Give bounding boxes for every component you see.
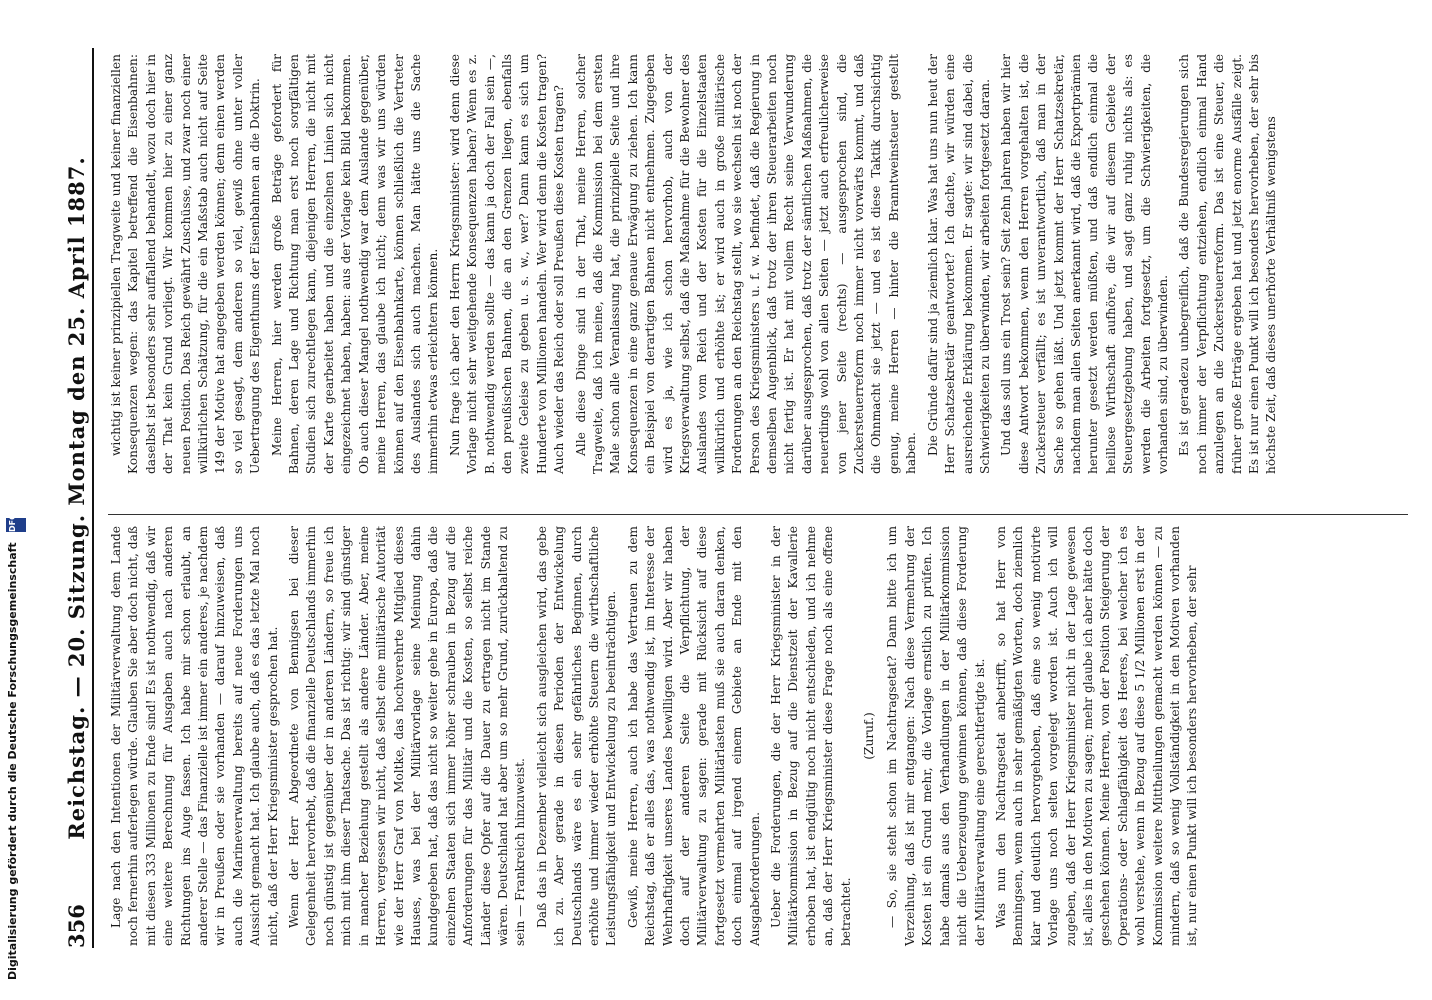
paragraph: Was nun den Nachtragsetat anbetrifft, so hat Herr von Benningsen, wenn auch in sehr gemäßigten Worten, doch ziemlich klar und deutlich hervorgehoben, daß eine so wenig motivirte Vorlage uns noch selten vorgelegt worden ist. Auch ich will zugeben, daß der Herr Kriegsminister nicht in der Lage gewesen ist, alles in den Motiven zu sagen; mehr glaube ich aber hätte doch geschehen können. Meine Herren, von der Position Steigerung der Operations- oder Schlagfähigkeit des Heeres, bei welcher ich es wohl verstehe, wenn in Bezug auf diese 5 1/2 Millionen erst in der Kommission weitere Mittheilungen gemacht werden können — zu mindern, daß so wenig Vollständigkeit in den Motiven vorhanden ist, nur einen Punkt will ich besonders hervorheben, der sehr	[993, 526, 1200, 946]
dfg-logo-icon: DFG	[6, 518, 26, 532]
paragraph: Meine Herren, hier werden große Beträge gefordert für Bahnen, deren Lage und Richtung man erst noch sorgfältigen Studien sich zurechtlegen kann, diejenigen Herren, die nicht mit der Karte gearbeitet haben und die einzelnen Linien sich nicht eingezeichnet haben, haben: aus der Vorlage kein Bild bekommen. Ob auch dieser Mangel nothwendig war dem Auslande gegenüber, meine Herren, das glaube ich nicht; denn was wir uns würden können auf den Eisenbahnkarte, können schließlich die Vertreter des Auslandes sich auch machen. Man hätte uns die Sache immerhin etwas erleichtern können.	[269, 54, 441, 474]
left-column	[108, 526, 1418, 946]
paragraph: Gewiß, meine Herren, auch ich habe das Vertrauen zu dem Reichstag, daß er alles das, was nothwendig ist, im Interesse der Wehrhaftigkeit unseres Landes bewilligen wird. Aber wir haben doch auf der anderen Seite die Verpflichtung, der Militärverwaltung zu sagen: gerade mit Rücksicht auf diese fortgesetzt vermehrten Militärlasten muß sie auch daran denken, doch einmal auf irgend einem Gebiete an Ende mit den Ausgabeforderungen.	[625, 526, 762, 946]
paragraph: Die Gründe dafür sind ja ziemlich klar. Was hat uns nun heut der Herr Schatzsekretär geantwortet? Ich dachte, wir würden eine ausreichende Erklärung bekommen. Er sagte: wir sind dabei, die Schwierigkeiten zu überwinden, wir arbeiten fortgesetzt daran.	[925, 54, 992, 474]
page-title: Reichstag. — 20. Sitzung. Montag den 25. April 1887.	[64, 156, 89, 840]
digitization-credit-text: Digitalisierung gefördert durch die Deutsche Forschungsgemeinschaft	[6, 542, 19, 980]
digitization-credit	[6, 20, 26, 980]
paragraph: Und das soll uns ein Trost sein? Seit zehn Jahren haben wir hier diese Antwort bekommen, wenn den Herren vorgehalten ist, die Zuckersteuer verfällt; es ist unverantwortlich, daß man in der Sache so gehen läßt. Und jetzt kommt der Herr Schatzsekretär, nachdem man allen Seiten anerkannt wird, daß die Exportprämien herunter gesetzt werden müßten, und daß endlich einmal die heillose Wirthschaft aufhöre, die wir auf diesem Gebiete der Steuergesetzgebung haben, und sagt ganz ruhig nichts als: es werden die Arbeiten fortgesetzt, um die Schwierigkeiten, die vorhanden sind, zu überwinden.	[999, 54, 1170, 474]
paragraph: wichtig ist keiner prinzipiellen Tragweite und keiner finanziellen Konsequenzen wegen: das Kapitel betreffend die Eisenbahnen: daselbst ist besonders sehr auffallend behandelt, wozu doch hier in der That kein Grund vorliegt. Wir kommen hier zu einer ganz neuen Position. Das Reich gewährt Zuschüsse, und zwar noch einer willkürlichen Schätzung, für die ein Maßstab auch nicht auf Seite 149 der Motive hat angegeben werden können; denn einen werden so viel gesagt, dem anderen so viel, gewiß ohne unter voller Uebertragung des Eigenthums der Eisenbahnen an die Doktrin.	[109, 54, 263, 474]
right-column	[108, 54, 1418, 474]
paragraph: Alle diese Dinge sind in der That, meine Herren, solcher Tragweite, daß ich meine, daß die Kommission bei dem ersten Male schon alle Veranlassung hat, die prinzipielle Seite und ihre Konsequenzen in eine ganz genaue Erwägung zu ziehen. Ich kann ein Beispiel von derartigen Bahnen nicht entnehmen. Zugegeben wird es ja, wie ich schon hervorhob, auch von der Kriegsverwaltung selbst, daß die Maßnahme für die Bewohner des Auslandes vom Reich und der Kosten für die Einzelstaaten willkürlich und erhöhte ist; er wird auch in große militärische Forderungen an den Reichstag stellt, wo sie wechseln ist noch der Person des Kriegsministers u. f. w. befindet, daß die Regierung in demselben Augenblick, daß trotz der ihren Steuerarbeiten noch nicht fertig ist. Er hat mit vollem Recht seine Verwunderung darüber ausgesprochen, daß trotz der sämtlichen Maßnahmen, die neuerdings wohl von allen Seiten — jetzt auch erfreulicherweise von jener Seite (rechts) — ausgesprochen sind, die Zuckersteuerreform noch immer nicht vorwärts kommt, und daß die Ohnmacht sie jetzt — und es ist diese Taktik durchsichtig genug, meine Herren — hinter die Branntweinsteuer gestellt haben.	[573, 54, 919, 474]
paragraph: Wenn der Herr Abgeordnete von Bennigsen bei dieser Gelegenheit hervorhebt, daß die finanzielle Deutschlands immerhin noch günstig ist gegenüber der in anderen Ländern, so freue ich mich mit ihm dieser Thatsache. Das ist richtig: wir sind günstiger in mancher Beziehung gestellt als andere Länder. Aber, meine Herren, vergessen wir nicht, daß selbst eine militärische Autorität wie der Herr Graf von Moltke, das hochverehrte Mitglied dieses Hauses, was bei der Militärvorlage seine Meinung dahin kundgegeben hat, daß das nicht so weiter gehe in Europa, daß die einzelnen Staaten sich immer höher schrauben in Bezug auf die Anforderungen für das Militär und die Kosten, so selbst reiche Länder diese Opfer auf die Dauer zu ertragen nicht im Stande wären. Deutschland hat aber um so mehr Grund, zurückhaltend zu sein — Frankreich hinzuweist.	[287, 526, 528, 946]
page-number: 356	[64, 904, 89, 948]
paragraph: Lage nach den Intentionen der Militärverwaltung dem Lande noch fernerhin auferlegen würde. Glauben Sie aber doch nicht, daß mit diesen 333 Millionen zu Ende sind! Es ist nothwendig, daß wir eine weitere Berechnung für Ausgaben auch nach anderen Richtungen ins Auge fassen. Ich habe mir schon erlaubt, an anderer Stelle — das Finanzielle ist immer ein anderes, je nachdem wir in Preußen oder sie vorhanden — darauf hinzuweisen, daß auch die Marineverwaltung bereits auf neue Forderungen uns Aussicht gemacht hat. Ich glaube auch, daß es das letzte Mal noch nicht, daß der Herr Kriegsminister gesprochen hat.	[109, 526, 280, 946]
paragraph: Daß das in Dezember vielleicht sich ausgleichen wird, das gebe ich zu. Aber gerade in diesen Perioden der Entwickelung Deutschlands wäre es ein sehr gefährliches Beginnen, durch erhöhte und immer wieder erhöhte Steuern die wirthschaftliche Leistungsfähigkeit und Entwickelung zu beeinträchtigen.	[534, 526, 619, 946]
paragraph: — So, sie steht schon im Nachtragsetat? Dann bitte ich um Verzeihung, daß ist mir entgangen: Nach diese Vermehrung der Kosten ist ein Grund mehr, die Vorlage ernstlich zu prüfen. Ich habe damals aus den Verhandlungen in der Militärkommission nicht die Ueberzeugung gewinnen können, daß diese Forderung der Militärverwaltung eine gerechtfertigte ist.	[885, 526, 987, 946]
column-divider	[108, 514, 1408, 515]
page-header	[58, 48, 94, 948]
interjection: (Zuruf.)	[862, 712, 877, 760]
paragraph: Ueber die Forderungen, die der Herr Kriegsminister in der Militärkommission in Bezug auf die Dienstzeit der Kavallerie erhoben hat, ist endgültig noch nicht entschieden, und ich nehme an, daß der Herr Kriegsminister diese Frage noch als eine offene betrachtet.	[769, 526, 853, 946]
paragraph: Es ist geradezu unbegreiflich, daß die Bundesregierungen sich noch immer der Verpflichtung entziehen, endlich einmal Hand anzulegen an die Zuckersteuerreform. Das ist eine Steuer, die früher große Erträge ergeben hat und jetzt enorme Ausfälle zeigt. Es ist nur einen Punkt will ich besonders hervorheben, der sehr bis höchste Zeit, daß dieses unerhörte Verhältniß wenigstens	[1177, 54, 1279, 474]
paragraph: Nun frage ich aber den Herrn Kriegsminister: wird denn diese Vorlage nicht sehr weitgehende Konsequenzen haben? Wenn es z. B. nothwendig werden sollte — das kann ja doch der Fall sein —, den preußischen Bahnen, die an den Grenzen liegen, ebenfalls zweite Geleise zu geben u. s. w., wer? Dann kann es sich um Hunderte von Millionen handeln. Wer wird denn die Kosten tragen? Auch wieder das Reich oder soll Preußen diese Kosten tragen?	[447, 53, 567, 474]
